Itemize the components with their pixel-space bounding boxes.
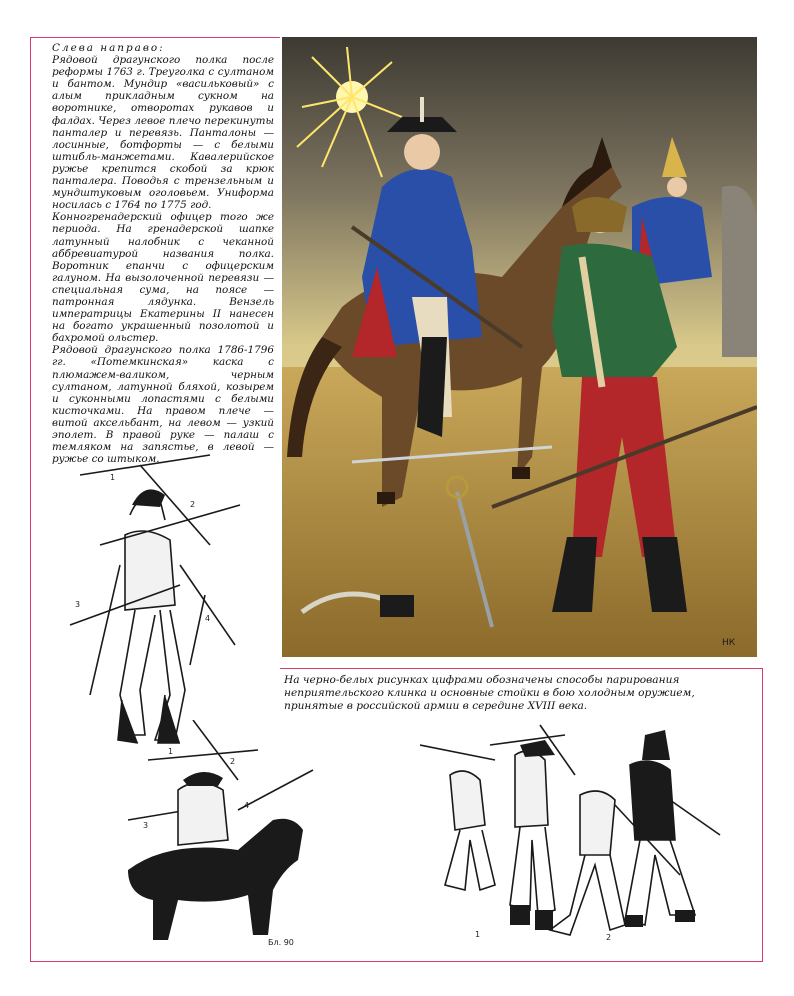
- rider-signature: Бл. 90: [268, 938, 294, 947]
- rider-number-4: 4: [244, 801, 250, 810]
- frame-line-bottom: [30, 961, 763, 962]
- caption-bottom: На черно-белых рисунках цифрами обозначены способы парирования неприятельского клинка и основные стойки в бою холодным оружием, принятые в российской армии в середине XVIII века.: [284, 674, 695, 712]
- color-painting: [282, 37, 757, 657]
- sketch-fencing-pairs: [420, 715, 735, 945]
- caption-paragraph-dragoon-1763: Рядовой драгунского полка после реформы 1763 г. Треуголка с султаном и бантом. Мундир «васильковый» с алым прикладным сукном на воротнике, отворотах рукавов и фалдах. Через левое плечо перекинуты панталер и перевязь. Панталоны — лосинные, ботфорты — с белыми штибль-манжетами. Кавалерийское ружье крепится скобой за крюк панталера. Поводья с трензельным и мундштуковым оголовьем. Униформа носилась с 1764 по 1775 год.: [52, 54, 274, 212]
- group-number-1: 1: [475, 930, 481, 939]
- sketch-standing-fencer: [60, 445, 250, 750]
- standing-number-2: 2: [190, 500, 196, 509]
- frame-line-middle: [280, 668, 763, 669]
- rider-number-3: 3: [143, 821, 149, 830]
- rider-number-2: 2: [230, 757, 236, 766]
- caption-paragraph-dragoon-1786: Рядовой драгунского полка 1786-1796 гг. «Потемкинская» каска с плюмажем-валиком, черным султаном, латунной бляхой, козырем и суконными лопастями с белыми кисточками. На правом плече — витой аксельбант, на левом — узкий эполет. В правой руке — палаш с темляком на запястье, в левой — ружье со штыком.: [52, 344, 274, 466]
- frame-line-right: [762, 668, 763, 962]
- caption-heading: Слева направо:: [52, 42, 165, 54]
- standing-number-1: 1: [110, 473, 116, 482]
- painting-signature: НК: [722, 638, 736, 648]
- caption-paragraph-horse-grenadier: Конногренадерский офицер того же периода. На гренадерской шапке латунный налобник с чеканной аббревиатурой названия полка. Воротник епанчи с офицерским галуном. На вызолоченной перевязи — специальная сума, на поясе — патронная лядунка. Вензель императрицы Екатерины II нанесен на богато украшенный позолотой и бахромой ольстер.: [52, 211, 274, 345]
- sketch-rider-fencer: [108, 720, 318, 952]
- standing-number-4: 4: [205, 614, 211, 623]
- caption-left: [52, 42, 274, 465]
- frame-line-top: [30, 37, 280, 38]
- standing-number-3: 3: [75, 600, 81, 609]
- frame-line-left: [30, 37, 31, 962]
- group-number-2: 2: [606, 933, 612, 942]
- rider-number-1: 1: [168, 747, 174, 756]
